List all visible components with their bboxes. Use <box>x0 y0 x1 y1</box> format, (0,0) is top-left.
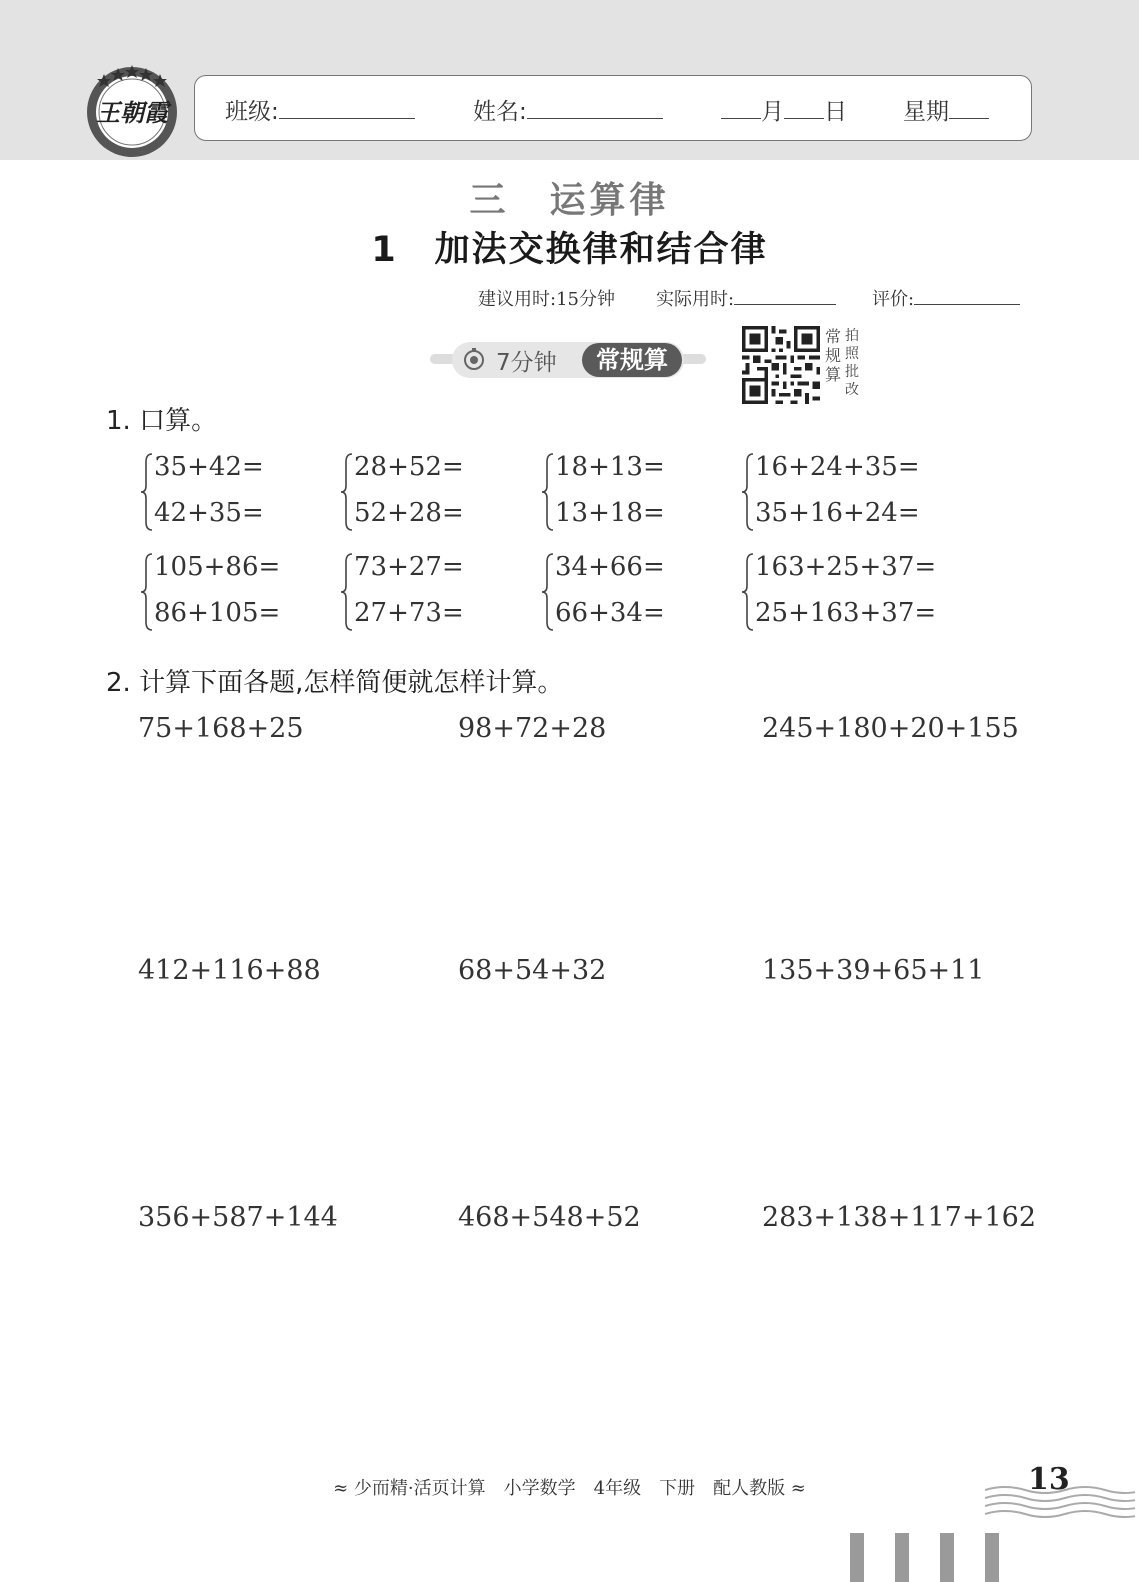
brace-icon <box>140 552 154 632</box>
day-label: 日 <box>824 99 847 125</box>
calculation-item: 468+548+52 <box>458 1202 641 1233</box>
brace-icon <box>741 452 755 532</box>
badge-tag: 常规算 <box>582 343 682 377</box>
name-field[interactable] <box>473 93 663 126</box>
calculation-item: 98+72+28 <box>458 713 607 744</box>
month-label: 月 <box>761 99 784 125</box>
weekday-blank[interactable] <box>949 96 989 119</box>
footer-text: ≈ 少而精·活页计算 小学数学 4年级 下册 配人教版 ≈ <box>333 1478 806 1499</box>
day-blank[interactable] <box>784 96 824 119</box>
qr-label-regular: 常规算 <box>825 327 842 384</box>
calculation-item: 356+587+144 <box>138 1202 338 1233</box>
name-label: 姓名: <box>473 99 527 125</box>
equation: 35+42= <box>154 452 264 482</box>
qr-label-photo: 拍照批改 <box>845 328 859 398</box>
class-field[interactable] <box>225 93 415 126</box>
class-label: 班级: <box>225 99 279 125</box>
calculation-item: 135+39+65+11 <box>762 955 985 986</box>
calculation-item: 75+168+25 <box>138 713 304 744</box>
equation: 105+86= <box>154 552 281 582</box>
equation: 25+163+37= <box>755 598 937 628</box>
qr-code-icon[interactable] <box>742 326 820 404</box>
equation: 16+24+35= <box>755 452 920 482</box>
equation: 163+25+37= <box>755 552 937 582</box>
equation: 73+27= <box>354 552 464 582</box>
equation: 13+18= <box>555 498 665 528</box>
svg-text:王朝霞: 王朝霞 <box>96 101 168 127</box>
equation: 28+52= <box>354 452 464 482</box>
badge-time: 7分钟 <box>496 350 557 376</box>
rating-label: 评价: <box>872 289 915 310</box>
brace-icon <box>140 452 154 532</box>
rating-field[interactable] <box>872 285 1020 311</box>
month-blank[interactable] <box>721 96 761 119</box>
actual-time-label: 实际用时: <box>656 289 735 310</box>
weekday-field[interactable] <box>903 93 989 126</box>
brace-icon <box>340 452 354 532</box>
equation: 86+105= <box>154 598 281 628</box>
equation: 35+16+24= <box>755 498 920 528</box>
wangzhaoxia-logo <box>84 62 180 158</box>
brace-icon <box>340 552 354 632</box>
calculation-item: 245+180+20+155 <box>762 713 1019 744</box>
equation: 34+66= <box>555 552 665 582</box>
edge-tab-marker <box>985 1533 999 1582</box>
calculation-item: 283+138+117+162 <box>762 1202 1037 1233</box>
equation: 52+28= <box>354 498 464 528</box>
edge-tab-marker <box>940 1533 954 1582</box>
lesson-title: 1 加法交换律和结合律 <box>371 230 768 270</box>
edge-tab-marker <box>895 1533 909 1582</box>
calculation-item: 68+54+32 <box>458 955 607 986</box>
name-blank[interactable] <box>527 96 663 119</box>
suggested-time: 建议用时:15分钟 <box>478 289 615 310</box>
equation: 66+34= <box>555 598 665 628</box>
question-1-heading: 1. 口算。 <box>106 406 218 436</box>
equation: 27+73= <box>354 598 464 628</box>
calculation-item: 412+116+88 <box>138 955 321 986</box>
date-field[interactable] <box>721 93 847 126</box>
weekday-label: 星期 <box>903 99 949 125</box>
actual-time-blank[interactable] <box>734 286 836 305</box>
equation: 42+35= <box>154 498 264 528</box>
brace-icon <box>541 552 555 632</box>
brace-icon <box>741 552 755 632</box>
page-number: 13 <box>1028 1462 1070 1497</box>
equation: 18+13= <box>555 452 665 482</box>
edge-tab-marker <box>850 1533 864 1582</box>
unit-title: 三 运算律 <box>469 180 670 221</box>
student-info-box <box>194 75 1032 141</box>
rating-blank[interactable] <box>914 286 1020 305</box>
actual-time-field[interactable] <box>656 285 836 311</box>
brace-icon <box>541 452 555 532</box>
class-blank[interactable] <box>279 96 415 119</box>
stopwatch-icon <box>462 347 486 371</box>
question-2-heading: 2. 计算下面各题,怎样简便就怎样计算。 <box>106 668 564 698</box>
